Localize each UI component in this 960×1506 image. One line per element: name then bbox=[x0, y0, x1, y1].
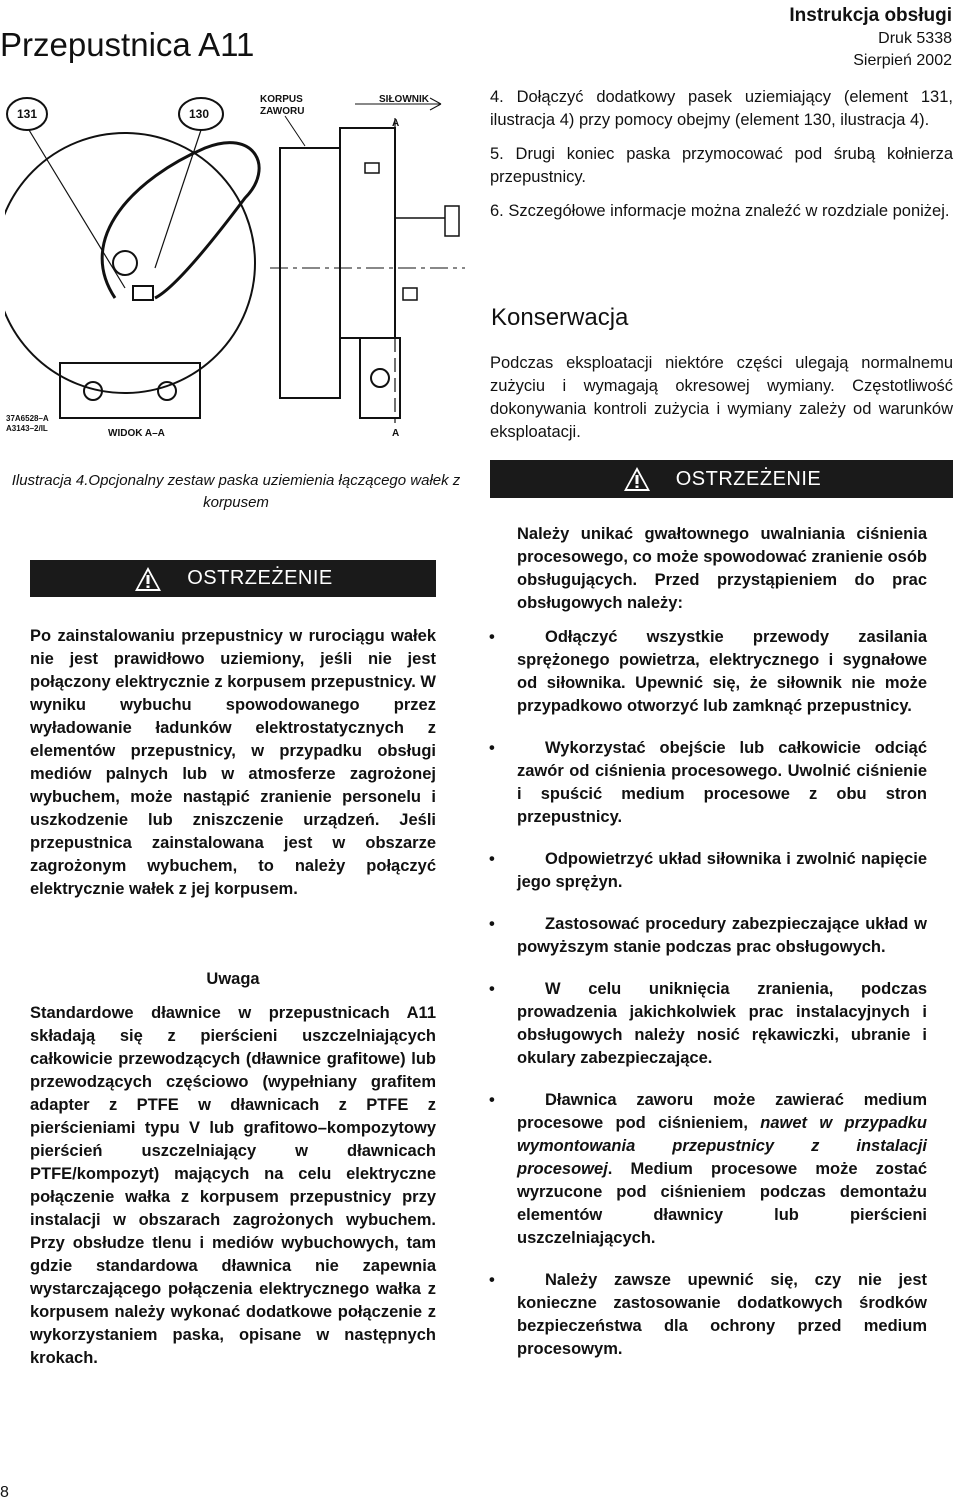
publication-date: Sierpień 2002 bbox=[853, 52, 952, 69]
bullet-text: W celu uniknięcia zranienia, podczas prowadzenia jakichkolwiek prac instalacyjnych i obsługowych należy nosić rękawiczki, ubranie i okulary zabezpieczające. bbox=[517, 980, 927, 1067]
steps-list bbox=[490, 86, 953, 234]
step-6: 6. Szczegółowe informacje można znaleźć w rozdziale poniżej. bbox=[490, 202, 950, 220]
callout-131: 131 bbox=[17, 107, 38, 121]
label-valve-body: KORPUS ZAWORU bbox=[260, 94, 305, 117]
note-title: Uwaga bbox=[206, 970, 260, 988]
bullet-text: Zastosować procedury zabezpieczające układ w powyższym stanie podczas prac obsługowych. bbox=[517, 915, 927, 956]
list-item bbox=[489, 848, 927, 894]
bullet-char: • bbox=[489, 980, 495, 998]
bullet-char: • bbox=[489, 739, 495, 757]
bullet-text-post: . Medium procesowe może zostać wyrzucone pod ciśnieniem podczas demontażu elementów dławnicy lub pierścieni uszczelniających. bbox=[517, 1160, 927, 1247]
figure-grounding-strap bbox=[5, 88, 465, 458]
warning-intro-right: Należy unikać gwałtownego uwalniania ciśnienia procesowego, co może spowodować zranienie osób obsługujących. Przed przystąpieniem do prac obsługowych należy: bbox=[517, 525, 927, 612]
list-item bbox=[489, 737, 927, 829]
maintenance-text: Podczas eksploatacji niektóre części ulegają normalnemu zużyciu i wymagają okresowej wymiany. Częstotliwość dokonywania kontroli zużycia i wymiany zależy od warunków eksploatacji. bbox=[490, 354, 953, 441]
caption-text: Opcjonalny zestaw paska uziemienia łączącego wałek z korpusem bbox=[88, 472, 461, 511]
figure-caption bbox=[6, 470, 466, 514]
note-paragraph: Standardowe dławnice w przepustnicach A11 składają się z pierścieni uszczelniających całkowicie przewodzących (dławnice grafitowe) lub przewodzących częściowo (wypełniany grafitem adapter z PTFE w dławnicach z PTFE z pierścieniami typu V lub grafitowo–kompozytowy pierścień uszczelniający w dławnicach PTFE/kompozyt) mających na celu elektryczne połączenie wałka z korpusem przepustnicy przy instalacji w obszarach zagrożonych wybuchem. Przy obsłudze tlenu i mediów wybuchowych, tam gdzie standardowa dławnica nie zapewnia wystarczającego połączenia elektrycznego wałka z korpusem należy wykonać dodatkowe połączenie z wykorzystaniem paska, opisane w następnych krokach. bbox=[30, 1004, 436, 1367]
bullet-text: Odpowietrzyć układ siłownika i zwolnić napięcie jego sprężyn. bbox=[517, 850, 927, 891]
bullet-char: • bbox=[489, 850, 495, 868]
bullet-char: • bbox=[489, 628, 495, 646]
warning-title-right: OSTRZEŻENIE bbox=[675, 467, 822, 490]
bullet-text: Odłączyć wszystkie przewody zasilania sprężonego powietrza, elektrycznego i sygnałowe od siłownika. Upewnić się, że siłownik nie może przypadkowo otworzyć lub zamknąć przepustnicy. bbox=[517, 628, 927, 715]
list-item bbox=[489, 626, 927, 718]
page-title: Przepustnica A11 bbox=[0, 26, 255, 63]
safety-bullets bbox=[489, 626, 928, 1380]
label-section-a-top: A bbox=[392, 118, 400, 129]
label-view-aa: WIDOK A–A bbox=[108, 428, 165, 439]
bullet-text-emphasis: nawet w przypadku wymontowania przepustnicy z instalacji procesowej bbox=[517, 1114, 928, 1178]
label-actuator: SIŁOWNIK bbox=[379, 94, 429, 105]
document-header bbox=[789, 4, 952, 72]
list-item bbox=[489, 913, 927, 959]
print-number: Druk 5338 bbox=[878, 30, 952, 47]
warning-banner-left bbox=[30, 560, 436, 597]
manual-type: Instrukcja obsługi bbox=[789, 5, 952, 26]
list-item bbox=[489, 978, 927, 1070]
label-section-a-bottom: A bbox=[392, 428, 400, 439]
list-item bbox=[489, 1269, 927, 1361]
callout-130: 130 bbox=[189, 107, 210, 121]
warning-banner-right bbox=[490, 460, 953, 498]
warning-paragraph: Po zainstalowaniu przepustnicy w rurociągu wałek nie jest prawidłowo uziemiony, jeśli nie jest połączony elektrycznie z korpusem przepustnicy. W wyniku wybuchu spowodowanego przez wyładowanie ładunków elektrostatycznych z elementów przepustnicy, w przypadku obsługi mediów palnych lub w atmosferze zagrożonej wybuchem, może nastąpić zranienie personelu i uszkodzenie lub zniszczenie urządzeń. Jeśli przepustnica zainstalowana jest w obszarze zagrożonym wybuchem, to należy połączyć elektrycznie wałek z jej korpusem. bbox=[30, 627, 436, 898]
bullet-char: • bbox=[489, 915, 495, 933]
step-4: 4. Dołączyć dodatkowy pasek uziemiający (element 131, ilustracja 4) przy pomocy obejmy (element 130, ilustracja 4). bbox=[490, 88, 953, 129]
caption-label: Ilustracja 4. bbox=[11, 472, 89, 489]
page-number: 8 bbox=[0, 1484, 9, 1501]
note-text bbox=[30, 1002, 436, 1370]
warning-triangle-icon bbox=[133, 565, 163, 593]
warning-text-left bbox=[30, 625, 436, 901]
technical-drawing bbox=[5, 88, 465, 458]
bullet-text-pre: Dławnica zaworu może zawierać medium procesowe pod ciśnieniem, bbox=[517, 1091, 927, 1132]
warning-triangle-icon bbox=[622, 465, 652, 493]
bullet-text: Należy zawsze upewnić się, czy nie jest konieczne zastosowanie dodatkowych środków bezpieczeństwa dla ochrony przed medium procesowym. bbox=[517, 1271, 927, 1358]
bullet-char: • bbox=[489, 1271, 495, 1289]
step-5: 5. Drugi koniec paska przymocować pod śrubą kołnierza przepustnicy. bbox=[490, 145, 953, 186]
list-item bbox=[489, 1089, 928, 1250]
section-heading-maintenance: Konserwacja bbox=[491, 304, 629, 331]
drawing-number: 37A6528–A A3143–2/IL bbox=[6, 414, 49, 433]
warning-title-left: OSTRZEŻENIE bbox=[187, 567, 333, 589]
bullet-char: • bbox=[489, 1091, 495, 1109]
bullet-text: Wykorzystać obejście lub całkowicie odciąć zawór od ciśnienia procesowego. Uwolnić ciśnienie i spuścić medium procesowe z obu stron przepustnicy. bbox=[517, 739, 927, 826]
